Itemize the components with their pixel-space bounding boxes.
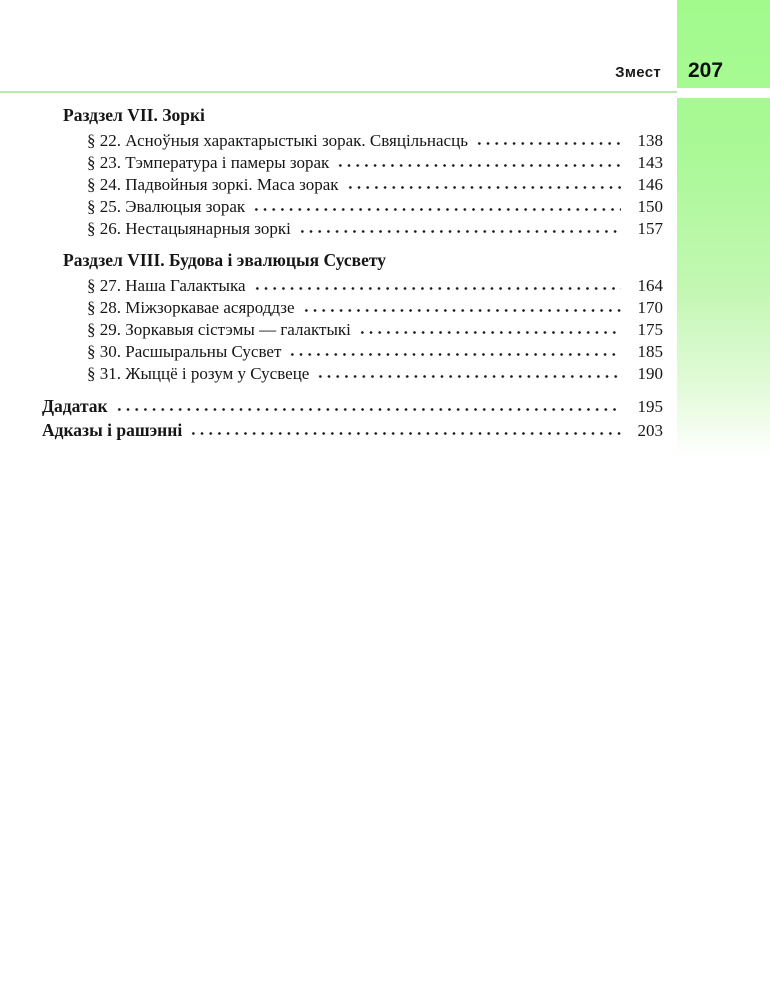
toc-entry-page: 170	[637, 298, 663, 317]
toc-entry-label: § 24. Падвойныя зоркі. Маса зорак	[87, 175, 339, 194]
dot-leader	[475, 141, 621, 146]
toc-entry	[87, 174, 663, 196]
running-head-title: Змест	[615, 64, 661, 81]
dot-leader	[336, 163, 621, 168]
dot-leader	[346, 185, 621, 190]
toc-entry-label: § 27. Наша Галактыка	[87, 276, 246, 295]
dot-leader	[316, 374, 621, 379]
section-heading-viii: Раздзел VIII. Будова і эвалюцыя Сусвету	[63, 250, 387, 270]
page-number: 207	[688, 59, 724, 82]
toc-entry-page: 157	[637, 219, 663, 238]
dot-leader	[358, 330, 621, 335]
toc-entry	[87, 130, 663, 152]
toc-entry-page: 175	[637, 320, 663, 339]
section-heading-vii: Раздзел VII. Зоркі	[63, 105, 205, 125]
dot-leader	[115, 407, 621, 412]
toc-entry	[87, 319, 663, 341]
toc-entry	[87, 275, 663, 297]
toc-entry-page: 195	[637, 397, 663, 416]
toc-entry-label: Адказы і рашэнні	[42, 420, 183, 440]
dot-leader	[253, 286, 621, 291]
toc-entry	[87, 196, 663, 218]
dot-leader	[252, 207, 621, 212]
toc-entry-page: 138	[637, 131, 663, 150]
toc-entry-page: 203	[637, 421, 663, 440]
dot-leader	[288, 352, 621, 357]
toc-entry-page: 164	[637, 276, 663, 295]
toc-entry-page: 143	[637, 153, 663, 172]
toc-entry-page: 146	[637, 175, 663, 194]
toc-entry	[87, 297, 663, 319]
toc-entry	[87, 152, 663, 174]
toc-entry-appendix	[42, 395, 663, 418]
toc-entry-label: Дадатак	[42, 396, 108, 416]
toc-entry	[87, 363, 663, 385]
toc-entry-answers	[42, 419, 663, 442]
toc-entry-label: § 30. Расшыральны Сусвет	[87, 342, 282, 361]
toc-entry-label: § 31. Жыццё і розум у Сусвеце	[87, 364, 310, 383]
toc-entry	[87, 218, 663, 240]
toc-entry-label: § 26. Нестацыянарныя зоркі	[87, 219, 291, 238]
toc-entry-label: § 22. Асноўныя характарыстыкі зорак. Свяцільнасць	[87, 131, 468, 150]
band-divider-gap	[677, 88, 770, 98]
toc-entry-label: § 25. Эвалюцыя зорак	[87, 197, 246, 216]
toc-entry-page: 190	[637, 364, 663, 383]
toc-entry-label: § 23. Тэмпература і памеры зорак	[87, 153, 330, 172]
dot-leader	[302, 308, 621, 313]
table-of-contents	[42, 104, 663, 442]
dot-leader	[298, 229, 621, 234]
header-divider-rule	[0, 91, 677, 93]
toc-entry-label: § 29. Зоркавыя сістэмы — галактыкі	[87, 320, 351, 339]
toc-entry-page: 150	[637, 197, 663, 216]
toc-entry-page: 185	[637, 342, 663, 361]
dot-leader	[189, 431, 621, 436]
toc-entry-label: § 28. Міжзоркавае асяроддзе	[87, 298, 295, 317]
toc-entry	[87, 341, 663, 363]
